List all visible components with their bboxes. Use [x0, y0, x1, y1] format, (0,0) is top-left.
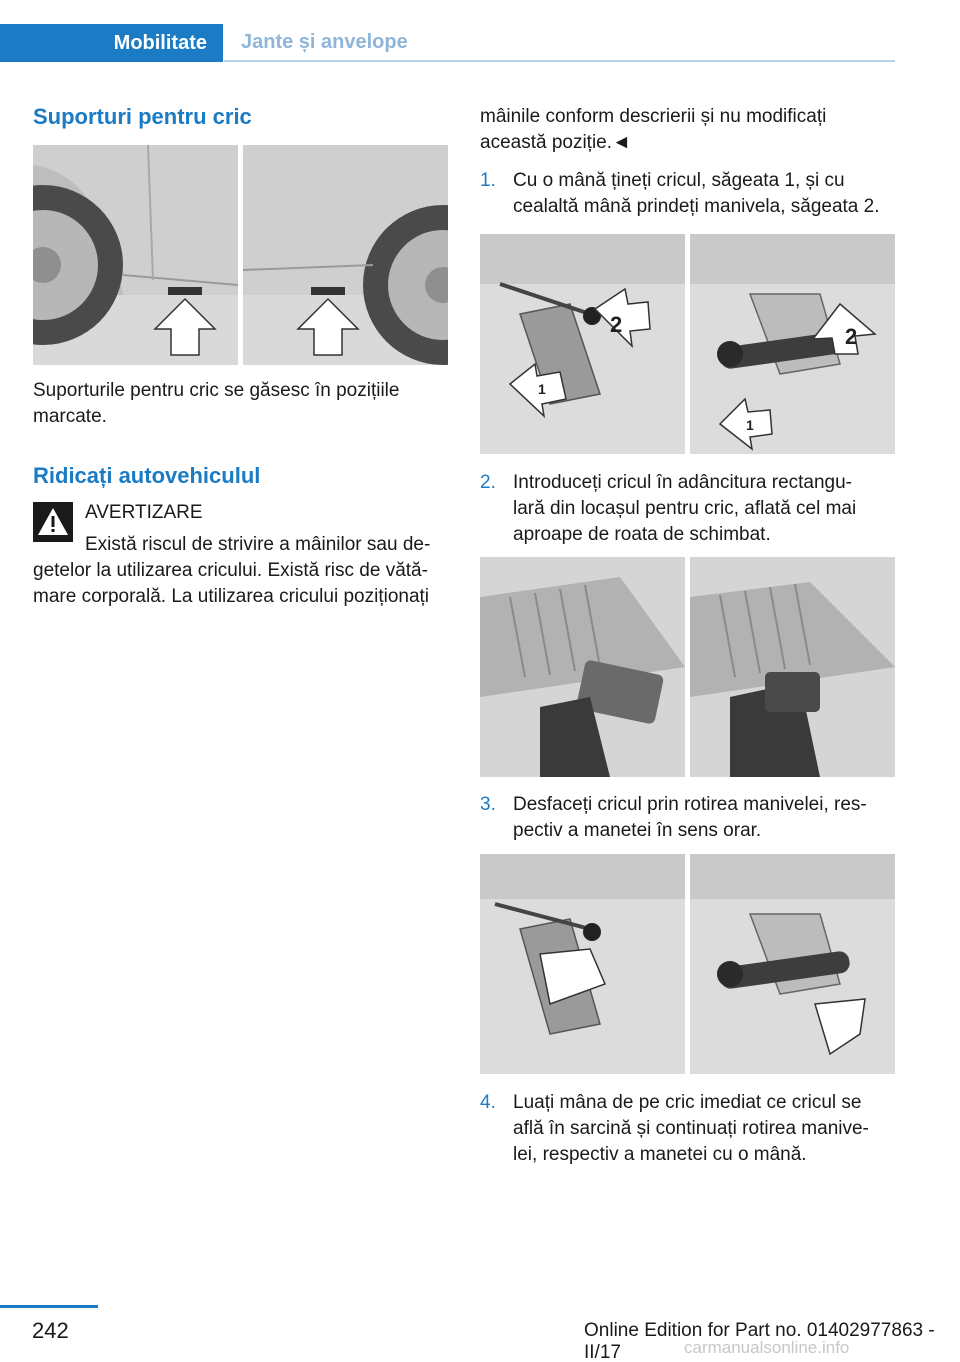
step-line: află în sarcină și continuați rotirea manive-: [513, 1118, 869, 1139]
step-text: [513, 470, 903, 548]
section-title-jack-points: Suporturi pentru cric: [33, 104, 252, 129]
jack-unfold-illustration: [480, 854, 895, 1074]
step-item-1: [480, 168, 900, 220]
step-text: [513, 1090, 903, 1168]
jack-points-figure: [33, 145, 448, 365]
jack-points-illustration: [33, 145, 448, 365]
warning-continued-line-1: mâinile conform descrierii și nu modificați: [480, 106, 827, 127]
step-item-3: [480, 792, 900, 844]
warning-triangle-icon: [33, 502, 73, 542]
step-line: Introduceți cricul în adâncitura rectangu-: [513, 472, 853, 493]
warning-text-line-3: mare corporală. La utilizarea cricului poziționați: [33, 586, 430, 607]
step-number: 3.: [480, 794, 496, 815]
watermark: carmanualsonline.info: [684, 1338, 850, 1357]
warning-label: AVERTIZARE: [85, 502, 203, 523]
jack-insert-figure: [480, 557, 895, 777]
header-divider: [224, 60, 895, 62]
warning-text-line-2: getelor la utilizarea cricului. Există risc de vătă-: [33, 560, 428, 581]
jack-insert-illustration: [480, 557, 895, 777]
tab-jante-si-anvelope[interactable]: Jante și anvelope: [241, 30, 408, 53]
step-line: lei, respectiv a manetei cu o mână.: [513, 1144, 807, 1165]
step-number: 4.: [480, 1092, 496, 1113]
page-number: 242: [32, 1318, 69, 1343]
jack-points-caption: Suporturile pentru cric se găsesc în pozițiile marcate.: [33, 380, 400, 427]
section-title-lift-vehicle: Ridicați autovehiculul: [33, 463, 261, 488]
tab-mobilitate[interactable]: Mobilitate: [0, 24, 223, 62]
page-header: [0, 0, 895, 62]
footer-rule: [0, 1305, 98, 1308]
step-line: aproape de roata de schimbat.: [513, 524, 771, 545]
step-line: lară din locașul pentru cric, aflată cel mai: [513, 498, 857, 519]
step-item-2: [480, 470, 900, 548]
jack-hold-illustration: [480, 234, 895, 454]
step-line: Desfaceți cricul prin rotirea manivelei, res-: [513, 794, 867, 815]
step-line: pectiv a manetei în sens orar.: [513, 820, 762, 841]
step-text: [513, 792, 903, 844]
svg-text:1: 1: [746, 417, 754, 433]
warning-text-line-1: Există riscul de strivire a mâinilor sau de-: [85, 534, 431, 555]
jack-hold-figure: [480, 234, 895, 454]
svg-text:2: 2: [845, 324, 858, 349]
step-line: Cu o mână țineți cricul, săgeata 1, și cu: [513, 170, 845, 191]
edition-text: Online Edition for Part no. 01402977863 - II/17: [584, 1320, 935, 1362]
step-line: cealaltă mână prindeți manivela, săgeata 2.: [513, 196, 880, 217]
warning-continued-line-2: această poziție.◄: [480, 132, 631, 153]
step-number: 2.: [480, 472, 496, 493]
jack-unfold-figure: [480, 854, 895, 1074]
step-line: Luați mâna de pe cric imediat ce cricul se: [513, 1092, 862, 1113]
step-number: 1.: [480, 170, 496, 191]
arrow-label-2: 2: [610, 312, 623, 337]
arrow-label-1: 1: [538, 381, 546, 397]
step-text: [513, 168, 903, 220]
step-item-4: [480, 1090, 900, 1168]
